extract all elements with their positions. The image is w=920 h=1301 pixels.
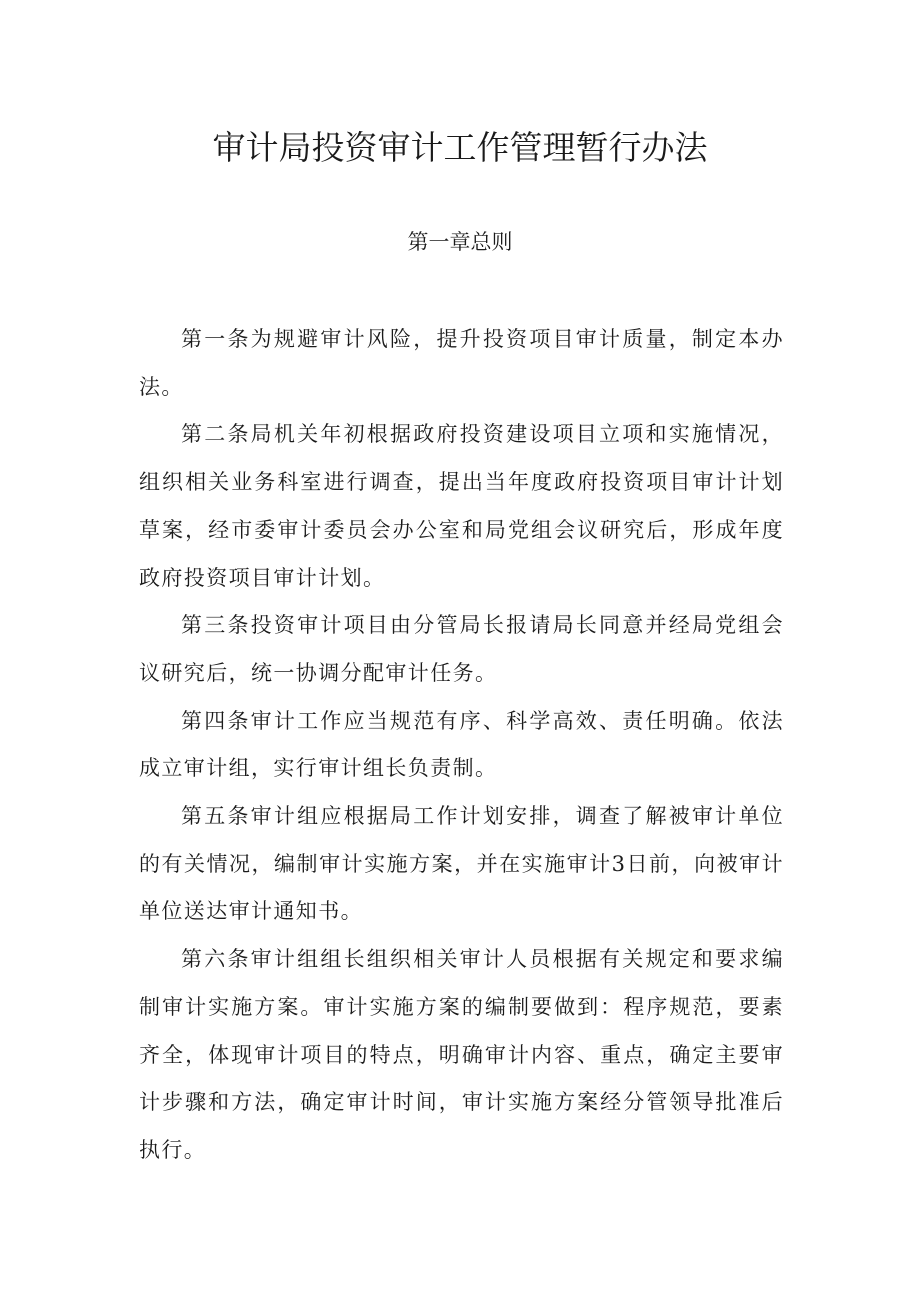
article-2: 第二条局机关年初根据政府投资建设项目立项和实施情况，组织相关业务科室进行调查，提出当年度政府投资项目审计计划草案，经市委审计委员会办公室和局党组会议研究后，形成年度政府投资项目审计计划。	[139, 422, 784, 590]
article-3: 第三条投资审计项目由分管局长报请局长同意并经局党组会议研究后，统一协调分配审计任务。	[139, 613, 784, 685]
document-body	[139, 316, 784, 1175]
chapter-heading: 第一章总则	[407, 230, 513, 254]
article-4: 第四条审计工作应当规范有序、科学高效、责任明确。依法成立审计组，实行审计组长负责制。	[139, 708, 784, 781]
document-title: 审计局投资审计工作管理暂行办法	[212, 128, 708, 167]
article-6: 第六条审计组组长组织相关审计人员根据有关规定和要求编制审计实施方案。审计实施方案的编制要做到：程序规范，要素齐全，体现审计项目的特点，明确审计内容、重点，确定主要审计步骤和方法，确定审计时间，审计实施方案经分管领导批准后执行。	[139, 947, 784, 1162]
article-1: 第一条为规避审计风险，提升投资项目审计质量，制定本办法。	[139, 327, 784, 399]
article-5: 第五条审计组应根据局工作计划安排，调查了解被审计单位的有关情况，编制审计实施方案，并在实施审计3日前，向被审计单位送达审计通知书。	[139, 804, 784, 924]
